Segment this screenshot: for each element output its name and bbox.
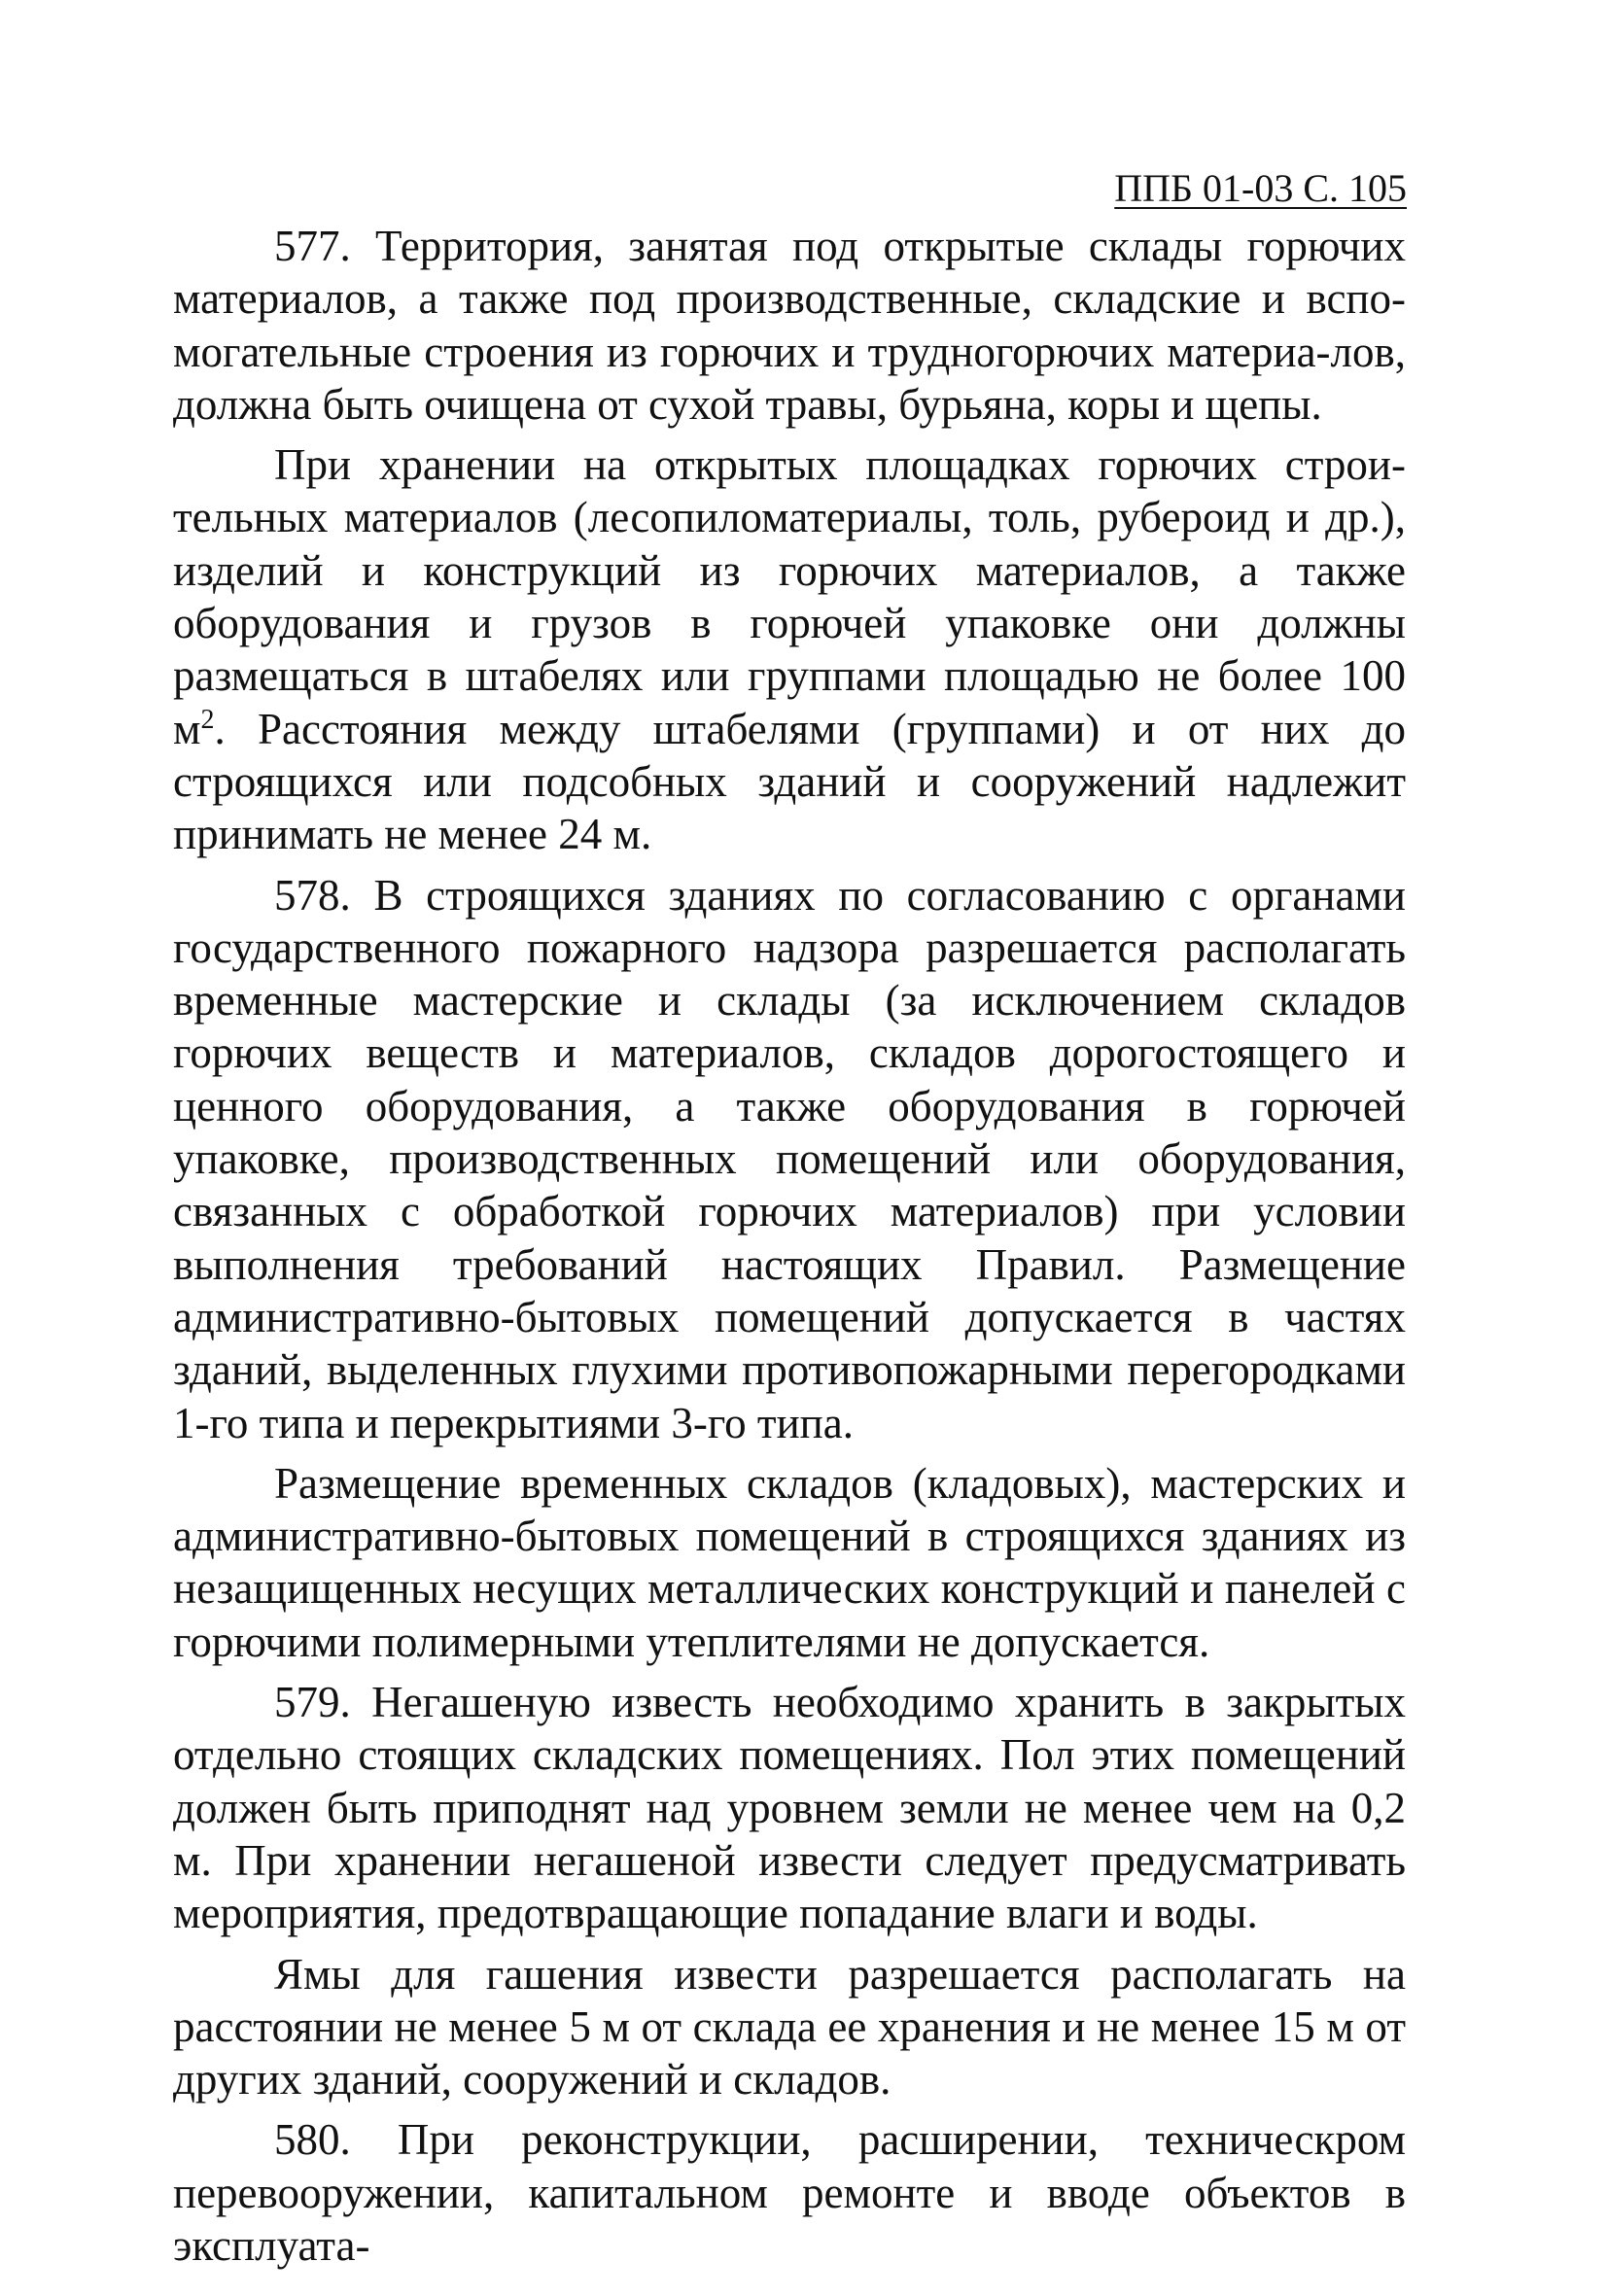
paragraph-open-storage: При хранении на открытых площадках горючих строи-тельных материалов (лесопиломатериалы, толь, рубероид и др.), изделий и конструкций из горючих материалов, а также оборудования и грузов в горючей упаковке они должны размещаться в штабелях или группами площадью не более 100 $м^2$. Расстояния между штабелями (группами) и от них до строящихся или подсобных зданий и сооружений надлежит принимать не менее 24 м.: [173, 440, 1406, 859]
paragraph-579: 579. Негашеную известь необходимо хранить в закрытых отдельно стоящих складских помещениях. Пол этих помещений должен быть приподнят над уровнем земли не менее чем на 0,2 м. При хранении негашеной извести следует предусматривать мероприятия, предотвращающие попадание влаги и воды.: [173, 1678, 1406, 1938]
paragraph-580: 580. При реконструкции, расширении, техническром перевооружении, капитальном ремонте и вводе объектов в эксплуата-: [173, 2115, 1406, 2270]
superscript-square: 2: [200, 704, 215, 735]
paragraph-577: 577. Территория, занятая под открытые склады горючих материалов, а также под производственные, складские и вспо-могательные строения из горючих и трудногорючих материа-лов, должна быть очищена от сухой травы, бурьяна, коры и щепы.: [173, 222, 1406, 429]
document-body: [173, 220, 1406, 2279]
paragraph-578: 578. В строящихся зданиях по согласованию с органами государственного пожарного надзора разрешается располагать временные мастерские и склады (за исключением складов горючих веществ и материалов, складов дорогостоящего и ценного оборудования, а также оборудования в горючей упаковке, производственных помещений или оборудования, связанных с обработкой горючих материалов) при условии выполнения требований настоящих Правил. Размещение административно-бытовых помещений допускается в частях зданий, выделенных глухими противопожарными перегородками 1-го типа и перекрытиями 3-го типа.: [173, 870, 1406, 1447]
paragraph-lime-pits: Ямы для гашения извести разрешается располагать на расстоянии не менее 5 м от склада ее хранения и не менее 15 м от других зданий, сооружений и складов.: [173, 1949, 1406, 2105]
paragraph-temporary-warehouses: Размещение временных складов (кладовых), мастерских и административно-бытовых помещений в строящихся зданиях из незащищенных несущих металлических конструкций и панелей с горючими полимерными утеплителями не допускается.: [173, 1458, 1406, 1666]
page-header-code: ППБ 01-03 С. 105: [1114, 166, 1407, 210]
